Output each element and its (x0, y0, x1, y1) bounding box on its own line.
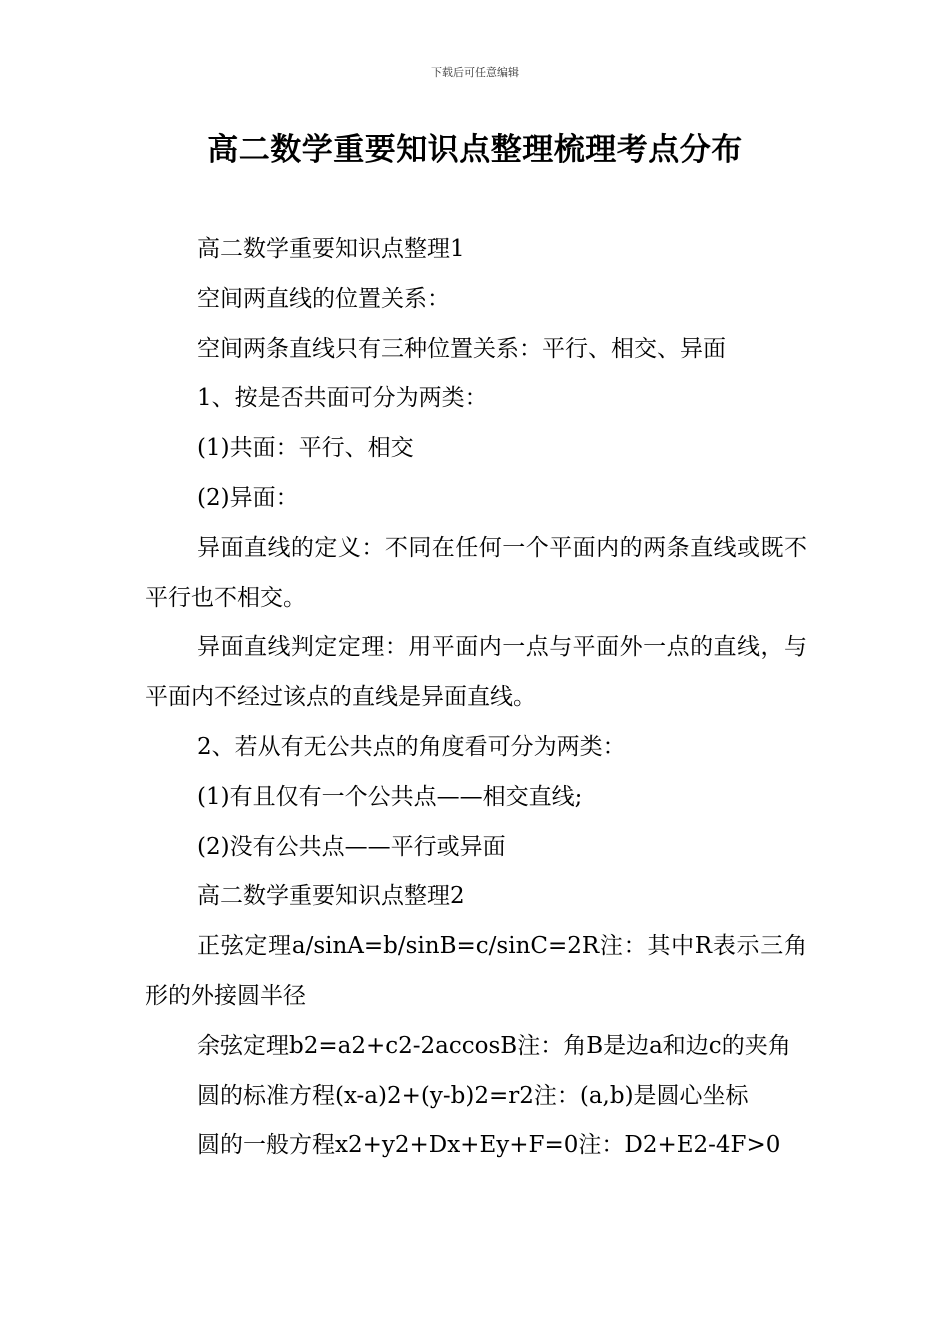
paragraph: (2)异面： (197, 484, 299, 511)
paragraph: 异面直线的定义：不同在任何一个平面内的两条直线或既不平行也不相交。 (145, 534, 807, 611)
paragraph: 正弦定理a/sinA=b/sinB=c/sinC=2R注：其中R表示三角形的外接圆半径 (145, 933, 807, 1009)
paragraph: 空间两条直线只有三种位置关系：平行、相交、异面 (197, 335, 726, 362)
paragraph: (1)有且仅有一个公共点——相交直线; (197, 783, 583, 810)
paragraph: (1)共面：平行、相交 (197, 435, 414, 462)
paragraph: 余弦定理b2=a2+c2-2accosB注：角B是边a和边c的夹角 (197, 1032, 791, 1059)
paragraph: 空间两直线的位置关系： (197, 285, 450, 312)
paragraph: 圆的标准方程(x-a)2+(y-b)2=r2注：(a,b)是圆心坐标 (197, 1082, 749, 1109)
paragraph: 1、按是否共面可分为两类： (197, 385, 488, 412)
paragraph: 圆的一般方程x2+y2+Dx+Ey+F=0注：D2+E2-4F>0 (197, 1132, 781, 1159)
paragraph: 2、若从有无公共点的角度看可分为两类： (197, 733, 626, 760)
document-title: 高二数学重要知识点整理梳理考点分布 (207, 132, 743, 168)
document-body (145, 225, 807, 1171)
section-heading-1: 高二数学重要知识点整理1 (197, 236, 465, 262)
paragraph: 异面直线判定定理：用平面内一点与平面外一点的直线，与平面内不经过该点的直线是异面直线。 (145, 634, 807, 711)
paragraph: (2)没有公共点——平行或异面 (197, 833, 506, 860)
header-note: 下载后可任意编辑 (431, 66, 519, 79)
section-heading-2: 高二数学重要知识点整理2 (197, 883, 465, 910)
